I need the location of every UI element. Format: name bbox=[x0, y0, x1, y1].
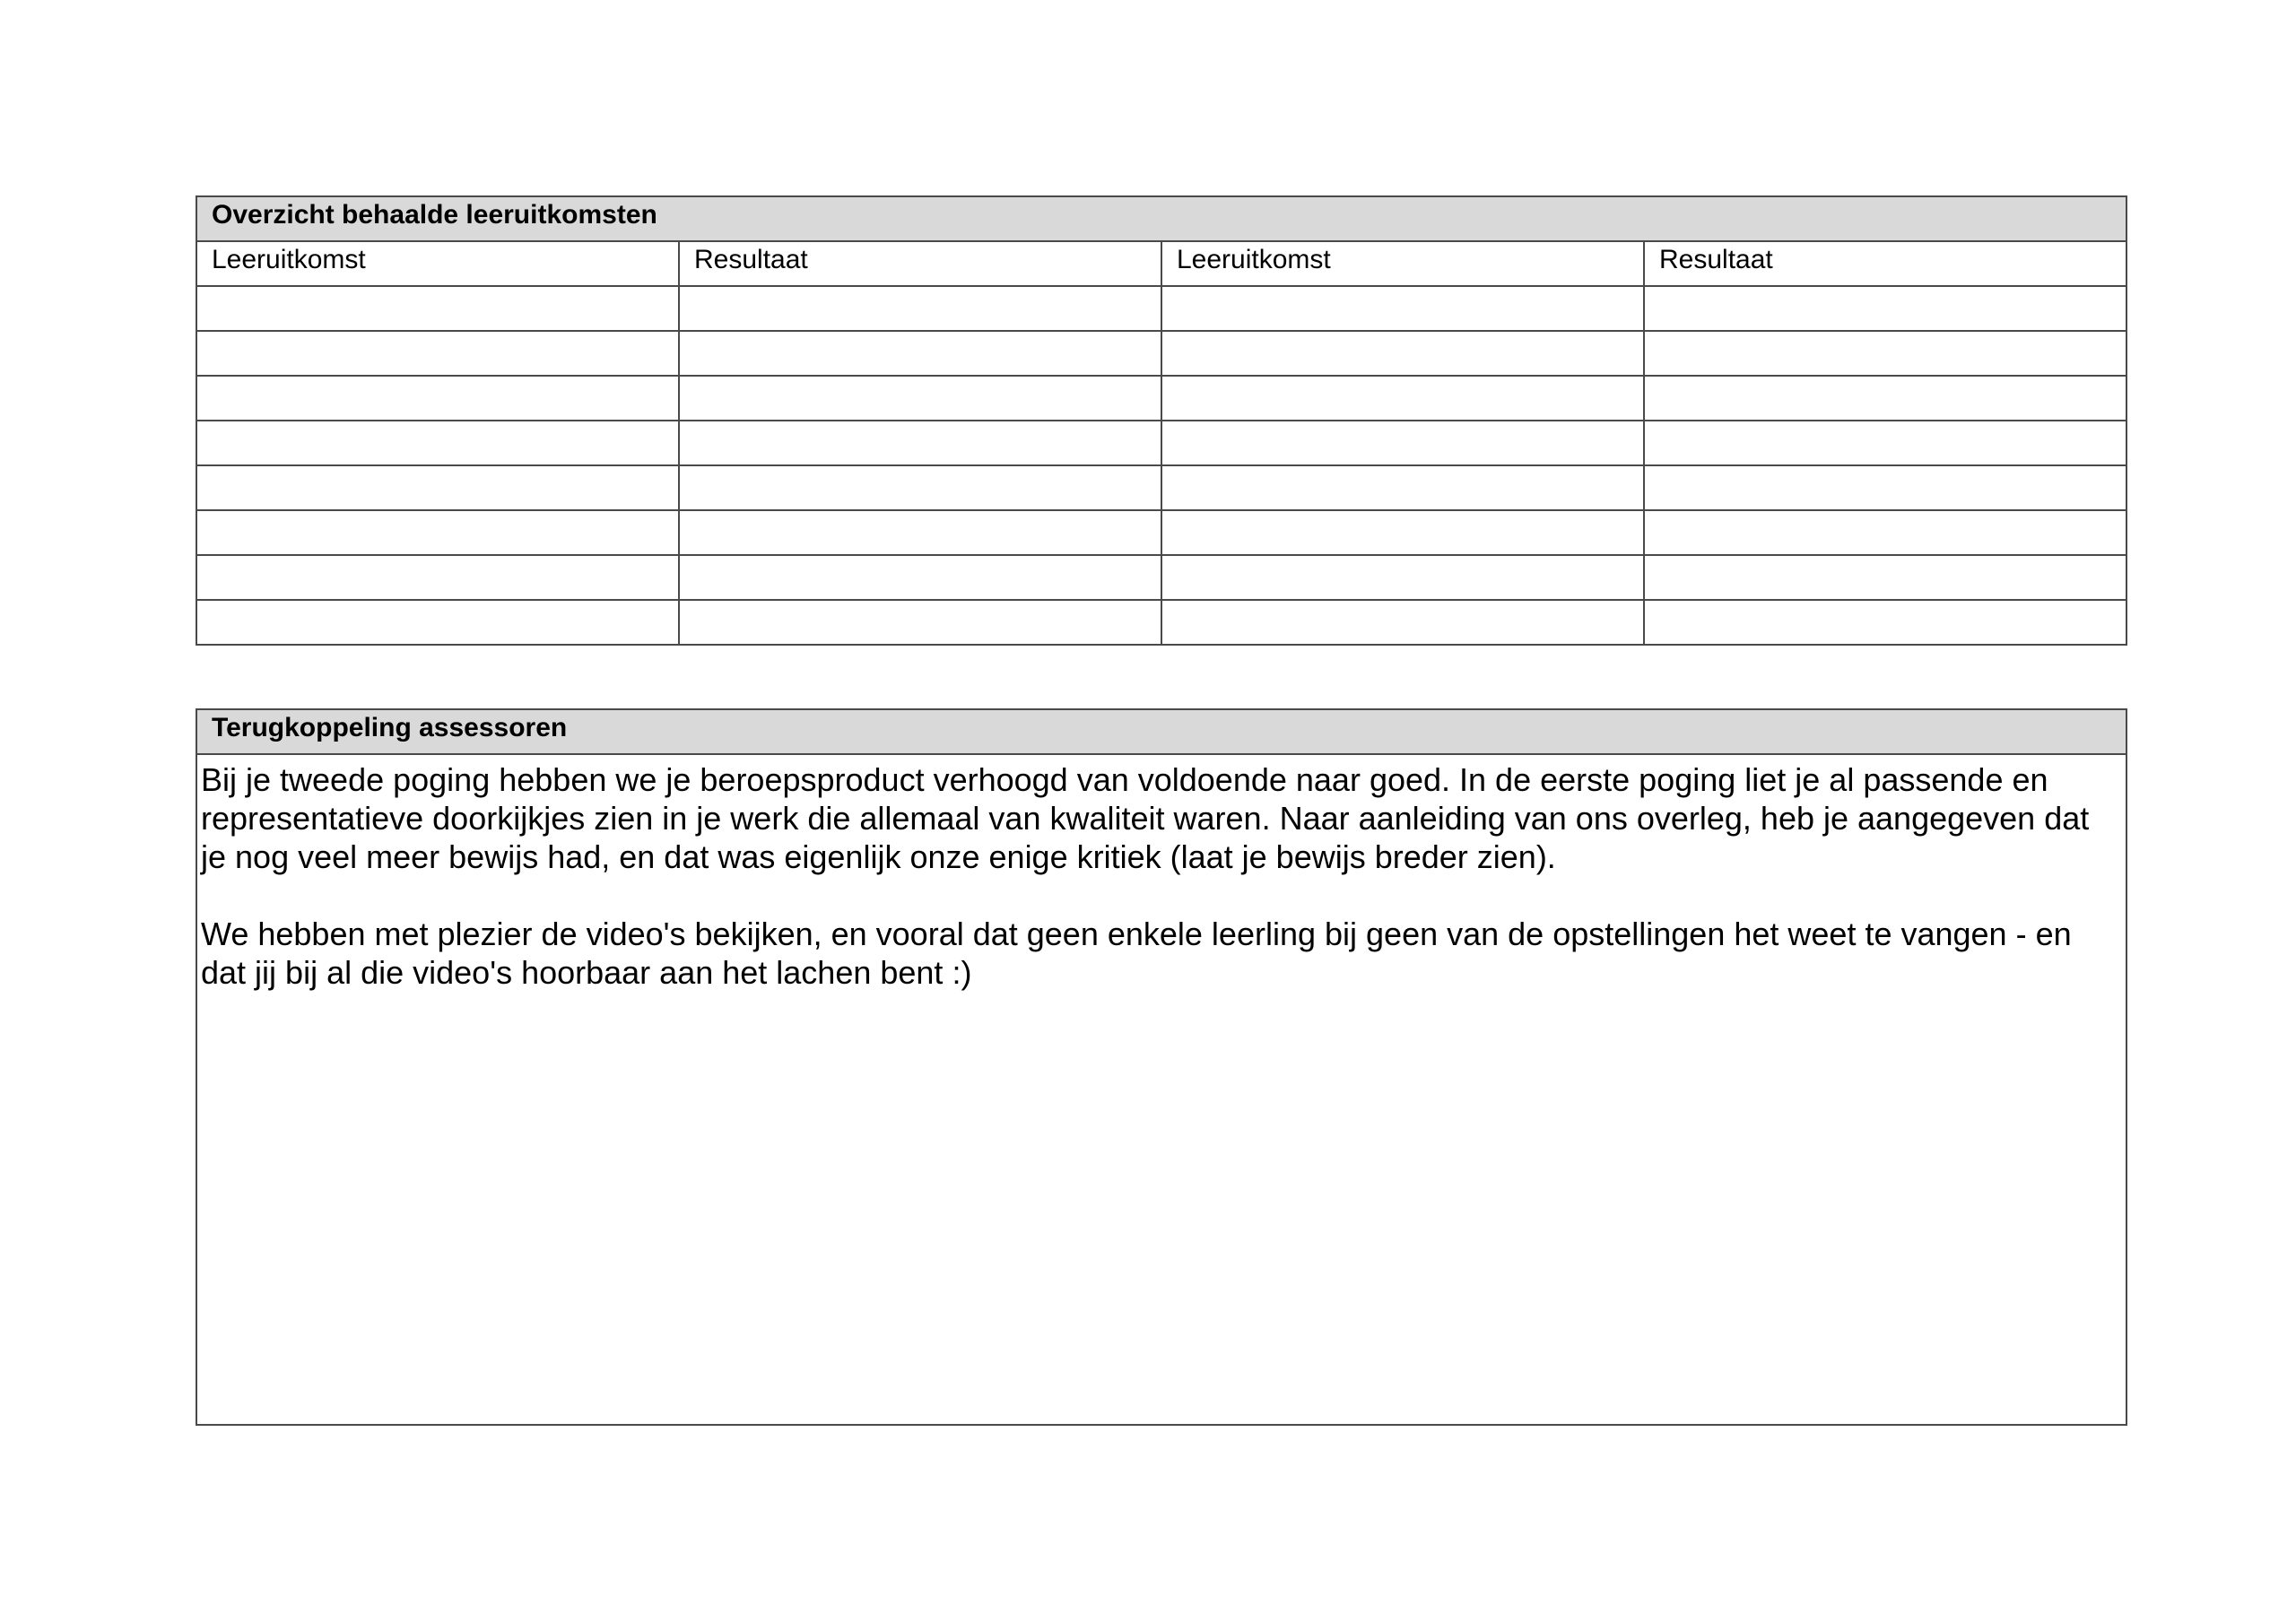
table-cell[interactable] bbox=[679, 465, 1161, 510]
table-row bbox=[196, 510, 2126, 555]
table-cell[interactable] bbox=[1644, 421, 2126, 465]
table-cell[interactable] bbox=[679, 510, 1161, 555]
table-row bbox=[196, 421, 2126, 465]
table-cell[interactable] bbox=[1161, 286, 1644, 331]
table-cell[interactable] bbox=[196, 555, 679, 600]
column-header-resultaat: Resultaat bbox=[679, 241, 1161, 286]
table-row bbox=[196, 331, 2126, 376]
feedback-table bbox=[196, 708, 2127, 1426]
table-cell[interactable] bbox=[196, 286, 679, 331]
table-cell[interactable] bbox=[196, 465, 679, 510]
feedback-title: Terugkoppeling assessoren bbox=[196, 709, 2126, 754]
feedback-paragraph: We hebben met plezier de video's bekijken, en vooral dat geen enkele leerling bij geen van de opstellingen het weet te vangen - en dat jij bij al die video's hoorbaar aan het lachen bent :) bbox=[201, 916, 2072, 991]
table-cell[interactable] bbox=[1161, 465, 1644, 510]
table-cell[interactable] bbox=[1161, 421, 1644, 465]
table-cell[interactable] bbox=[679, 421, 1161, 465]
feedback-paragraph: Bij je tweede poging hebben we je beroepsproduct verhoogd van voldoende naar goed. In de eerste poging liet je al passende en representatieve doorkijkjes zien in je werk die allemaal van kwaliteit waren. Naar aanleiding van ons overleg, heb je aangegeven dat je nog veel meer bewijs had, en dat was eigenlijk onze enige kritiek (laat je bewijs breder zien). bbox=[201, 761, 2090, 875]
header-row bbox=[196, 241, 2126, 286]
table-cell[interactable] bbox=[1161, 510, 1644, 555]
table-cell[interactable] bbox=[196, 600, 679, 645]
table-cell[interactable] bbox=[1644, 600, 2126, 645]
table-cell[interactable] bbox=[1644, 465, 2126, 510]
column-header-leeruitkomst: Leeruitkomst bbox=[1161, 241, 1644, 286]
table-row bbox=[196, 465, 2126, 510]
table-cell[interactable] bbox=[679, 376, 1161, 421]
table-cell[interactable] bbox=[679, 331, 1161, 376]
table-row bbox=[196, 555, 2126, 600]
table-cell[interactable] bbox=[1644, 286, 2126, 331]
feedback-body[interactable] bbox=[196, 754, 2126, 1425]
table-cell[interactable] bbox=[1161, 600, 1644, 645]
table-row bbox=[196, 286, 2126, 331]
table-cell[interactable] bbox=[679, 555, 1161, 600]
table-row bbox=[196, 600, 2126, 645]
column-header-resultaat: Resultaat bbox=[1644, 241, 2126, 286]
table-cell[interactable] bbox=[1644, 376, 2126, 421]
table-cell[interactable] bbox=[196, 376, 679, 421]
table-cell[interactable] bbox=[1644, 331, 2126, 376]
table-cell[interactable] bbox=[196, 421, 679, 465]
column-header-leeruitkomst: Leeruitkomst bbox=[196, 241, 679, 286]
table-cell[interactable] bbox=[196, 331, 679, 376]
table-cell[interactable] bbox=[679, 600, 1161, 645]
table-cell[interactable] bbox=[1161, 376, 1644, 421]
table-cell[interactable] bbox=[679, 286, 1161, 331]
table-cell[interactable] bbox=[1644, 555, 2126, 600]
table-cell[interactable] bbox=[1161, 555, 1644, 600]
overview-title: Overzicht behaalde leeruitkomsten bbox=[196, 196, 2126, 241]
table-cell[interactable] bbox=[1644, 510, 2126, 555]
overview-table bbox=[196, 195, 2127, 646]
table-cell[interactable] bbox=[1161, 331, 1644, 376]
table-row bbox=[196, 376, 2126, 421]
table-cell[interactable] bbox=[196, 510, 679, 555]
